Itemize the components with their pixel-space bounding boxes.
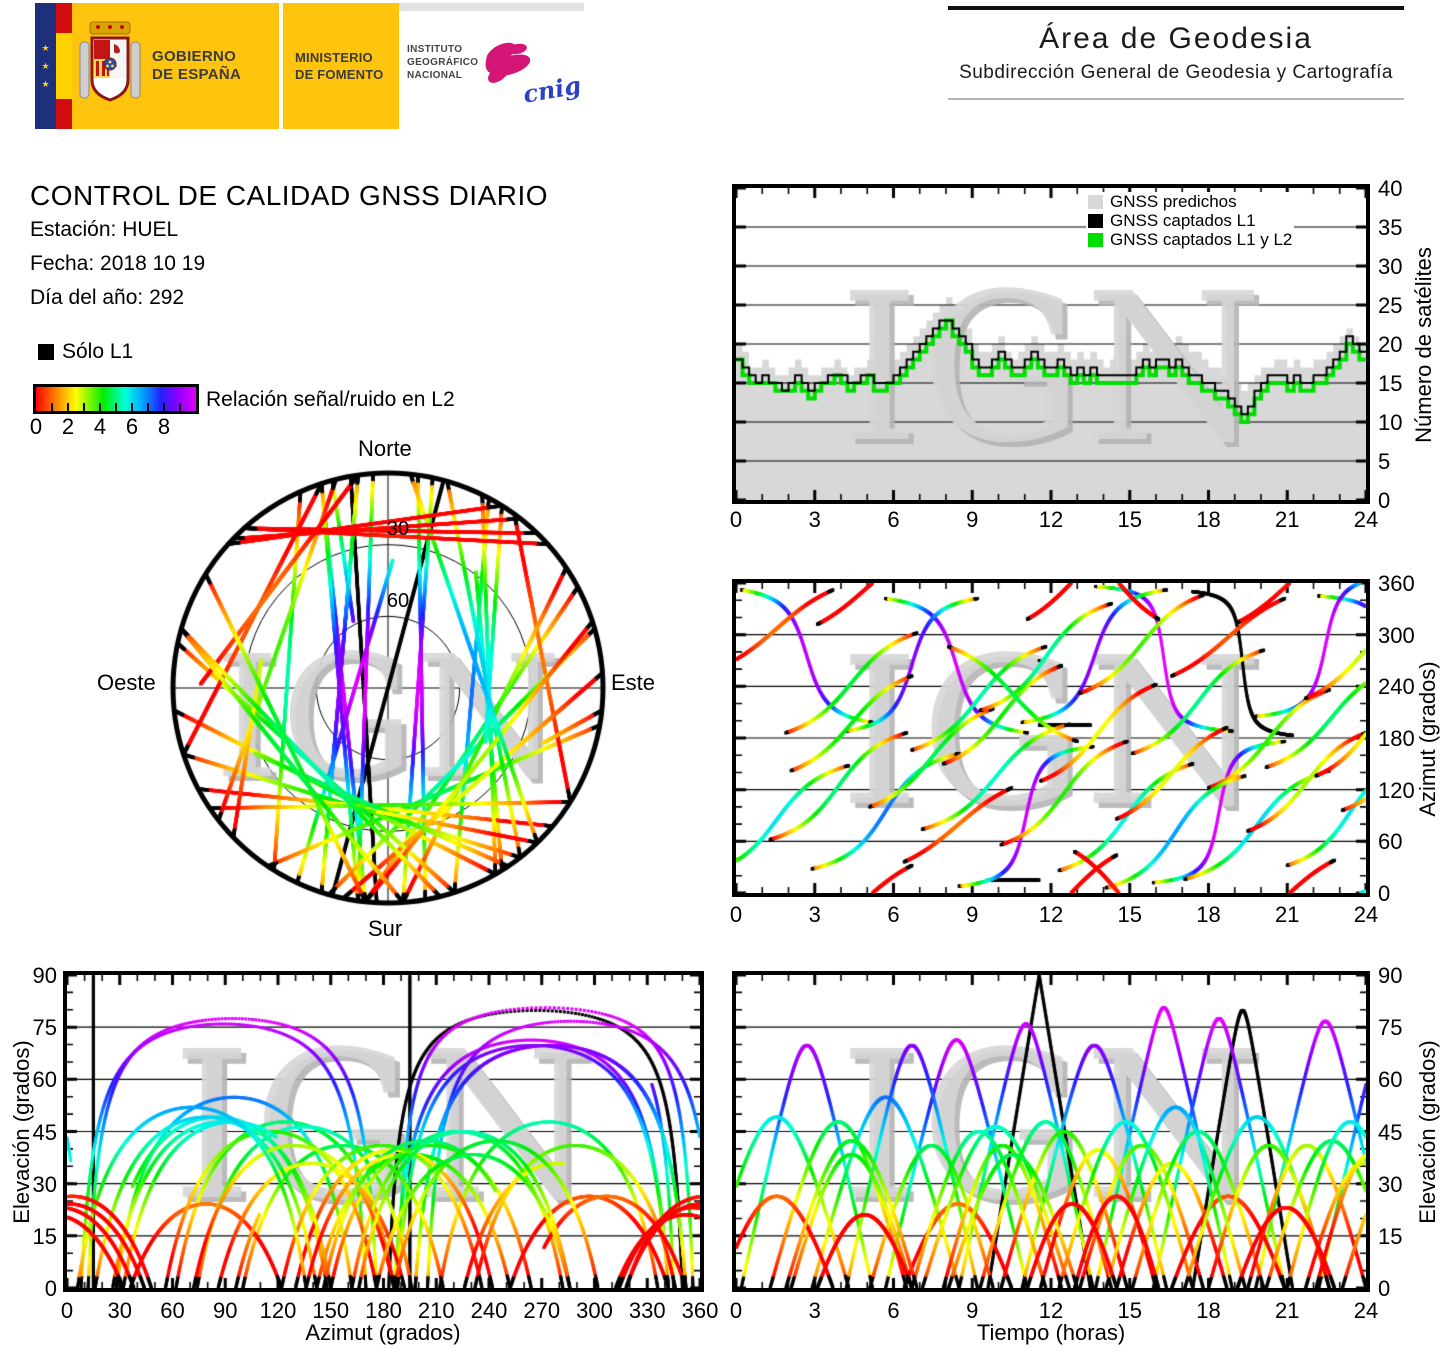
tick-label: 360: [681, 1298, 719, 1323]
eu-star-icon: ★: [41, 60, 50, 71]
azimuth-time-chart-canvas: [732, 579, 1370, 897]
tick-label: 3: [808, 902, 821, 927]
tick-label: 10: [1378, 410, 1403, 435]
tick-label: 330: [628, 1298, 666, 1323]
tick-label: 60: [160, 1298, 185, 1323]
tick-label: 9: [966, 1298, 979, 1323]
header-rule-top: [948, 6, 1404, 10]
tick-label: 0: [1378, 881, 1391, 906]
area-title: Área de Geodesia: [1039, 22, 1313, 55]
legend-l1-label: GNSS captados L1: [1110, 210, 1256, 230]
station-line: Estación: HUEL: [30, 218, 179, 241]
tick-label: 45: [32, 1119, 57, 1145]
cnig-label: cnig: [520, 70, 584, 109]
legend-row-l1: [1086, 211, 1294, 230]
tick-label: 6: [887, 902, 900, 927]
tick-label: 75: [1378, 1015, 1403, 1041]
colorbar-tick: [99, 403, 101, 411]
tick-label: 0: [729, 902, 743, 927]
skyplot-east-label: Este: [611, 670, 656, 695]
elevation-right-y-axis-title: Elevación (grados): [1415, 1040, 1440, 1224]
tick-label: 240: [1378, 674, 1415, 700]
elevation-azimuth-x-axis-title: Azimut (grados): [305, 1320, 461, 1345]
elevation-time-x-axis-title: Tiempo (horas): [976, 1320, 1126, 1345]
tick-label: 15: [32, 1223, 57, 1249]
tick-label: 0: [729, 1298, 743, 1323]
area-subtitle: Subdirección General de Geodesia y Cartografía: [959, 62, 1393, 83]
tick-label: 90: [1378, 963, 1403, 988]
solo-l1-legend: [38, 340, 133, 364]
tick-label: 3: [808, 1298, 821, 1323]
colorbar-tick: [179, 403, 181, 411]
tick-label: 30: [1378, 1171, 1403, 1197]
colorbar-tick: [115, 403, 117, 411]
tick-label: 15: [1117, 902, 1142, 927]
captured-l1-swatch-icon: [1088, 214, 1103, 228]
ign-cnig-logo-area: [399, 3, 584, 129]
tick-label: 6: [887, 1298, 900, 1323]
tick-label: 60: [1378, 1067, 1403, 1093]
gobierno-espana-logo: [35, 3, 279, 129]
legend-row-l1l2: [1086, 230, 1294, 249]
elevation-time-chart-canvas: [732, 971, 1370, 1292]
tick-label: 75: [32, 1015, 57, 1041]
tick-label: 15: [1378, 1223, 1403, 1249]
tick-label: 120: [1378, 777, 1415, 803]
count-y-axis-title: Número de satélites: [1411, 247, 1436, 443]
tick-label: 24: [1353, 902, 1379, 927]
tick-label: 0: [60, 1298, 74, 1323]
eu-star-icon: ★: [41, 42, 50, 53]
tick-label: 18: [1196, 1298, 1221, 1323]
satellite-count-legend: [1086, 192, 1294, 249]
tick-label: 180: [365, 1298, 402, 1323]
tick-label: 3: [808, 507, 821, 532]
elevation-left-y-axis-title: Elevación (grados): [9, 1040, 34, 1224]
tick-label: 18: [1196, 507, 1221, 532]
colorbar-tick-label: 8: [157, 414, 171, 439]
tick-label: 45: [1378, 1119, 1403, 1145]
tick-label: 20: [1378, 332, 1403, 357]
tick-label: 40: [1378, 176, 1403, 201]
instituto-geografico-label: INSTITUTO GEOGRÁFICO NACIONAL: [407, 44, 479, 81]
colorbar-tick: [67, 403, 69, 411]
eu-flag-strip: [35, 3, 56, 129]
snr-colorbar: [33, 384, 199, 414]
captured-l1l2-swatch-icon: [1088, 233, 1103, 247]
tick-label: 30: [107, 1298, 132, 1323]
ring-label-60: 60: [386, 590, 410, 612]
legend-row-predicted: [1086, 192, 1294, 211]
solo-l1-label: Sólo L1: [62, 340, 134, 363]
black-square-icon: [38, 344, 54, 360]
tick-label: 180: [1378, 726, 1415, 751]
colorbar-tick: [163, 403, 165, 411]
skyplot-west-label: Oeste: [97, 670, 156, 695]
header-rule-bottom: [948, 98, 1404, 100]
ministerio-fomento-logo: [283, 3, 399, 129]
tick-label: 15: [1117, 507, 1142, 532]
legend-predicted-label: GNSS predichos: [1110, 191, 1237, 211]
colorbar-tick: [83, 403, 85, 411]
tick-label: 21: [1275, 1298, 1300, 1323]
tick-label: 15: [1117, 1298, 1142, 1323]
azimuth-y-axis-title: Azimut (grados): [1415, 661, 1440, 817]
colorbar-tick-label: 2: [61, 414, 75, 439]
snr-colorbar-label: Relación señal/ruido en L2: [206, 388, 455, 411]
tick-label: 300: [576, 1298, 613, 1323]
colorbar-tick-label: 4: [93, 414, 107, 439]
government-logo-band: [35, 3, 584, 129]
colorbar-tick-label: 0: [29, 414, 43, 439]
tick-label: 12: [1038, 1298, 1064, 1323]
tick-label: 35: [1378, 215, 1403, 240]
ring-label-30: 30: [386, 518, 410, 540]
tick-label: 12: [1038, 507, 1064, 532]
gobierno-espana-label: GOBIERNO DE ESPAÑA: [152, 48, 242, 83]
tick-label: 5: [1378, 449, 1391, 474]
tick-label: 21: [1275, 902, 1300, 927]
tick-label: 120: [259, 1298, 297, 1323]
tick-label: 30: [1378, 254, 1403, 279]
tick-label: 12: [1038, 902, 1064, 927]
tick-label: 60: [1378, 829, 1403, 855]
tick-label: 210: [417, 1298, 455, 1323]
tick-label: 300: [1378, 622, 1415, 648]
elevation-azimuth-chart-canvas: [63, 971, 704, 1292]
ministerio-fomento-label: MINISTERIO DE FOMENTO: [295, 50, 384, 82]
tick-label: 24: [1353, 507, 1379, 532]
tick-label: 21: [1275, 507, 1300, 532]
flag-strip: [35, 3, 72, 129]
skyplot-south-label: Sur: [368, 916, 403, 941]
colorbar-tick: [131, 403, 133, 411]
colorbar-tick: [51, 403, 53, 411]
tick-label: 6: [887, 507, 900, 532]
tick-label: 0: [1378, 488, 1391, 513]
tick-label: 9: [966, 507, 979, 532]
tick-label: 0: [1378, 1276, 1391, 1301]
tick-label: 270: [523, 1298, 561, 1323]
tick-label: 240: [470, 1298, 508, 1323]
spain-coat-of-arms-icon: [78, 20, 142, 112]
tick-label: 9: [966, 902, 979, 927]
tick-label: 15: [1378, 371, 1403, 396]
predicted-swatch-icon: [1088, 195, 1103, 209]
eu-star-icon: ★: [41, 78, 50, 89]
report-title: CONTROL DE CALIDAD GNSS DIARIO: [30, 180, 549, 211]
legend-l1l2-label: GNSS captados L1 y L2: [1110, 229, 1293, 249]
tick-label: 0: [44, 1276, 57, 1301]
cnig-logo: [471, 27, 584, 113]
tick-label: 60: [32, 1067, 57, 1093]
skyplot-north-label: Norte: [358, 436, 412, 461]
tick-label: 30: [32, 1171, 57, 1197]
tick-label: 360: [1378, 571, 1415, 596]
tick-label: 0: [729, 507, 743, 532]
doy-line: Día del año: 292: [30, 286, 185, 309]
tick-label: 24: [1353, 1298, 1379, 1323]
colorbar-tick-label: 6: [125, 414, 139, 439]
date-line: Fecha: 2018 10 19: [30, 252, 206, 275]
spain-flag-strip: [56, 3, 72, 129]
gray-strip: [399, 3, 584, 11]
colorbar-tick: [147, 403, 149, 411]
tick-label: 18: [1196, 902, 1221, 927]
tick-label: 25: [1378, 293, 1403, 318]
tick-label: 90: [32, 963, 57, 988]
tick-label: 150: [312, 1298, 350, 1323]
tick-label: 90: [213, 1298, 238, 1323]
